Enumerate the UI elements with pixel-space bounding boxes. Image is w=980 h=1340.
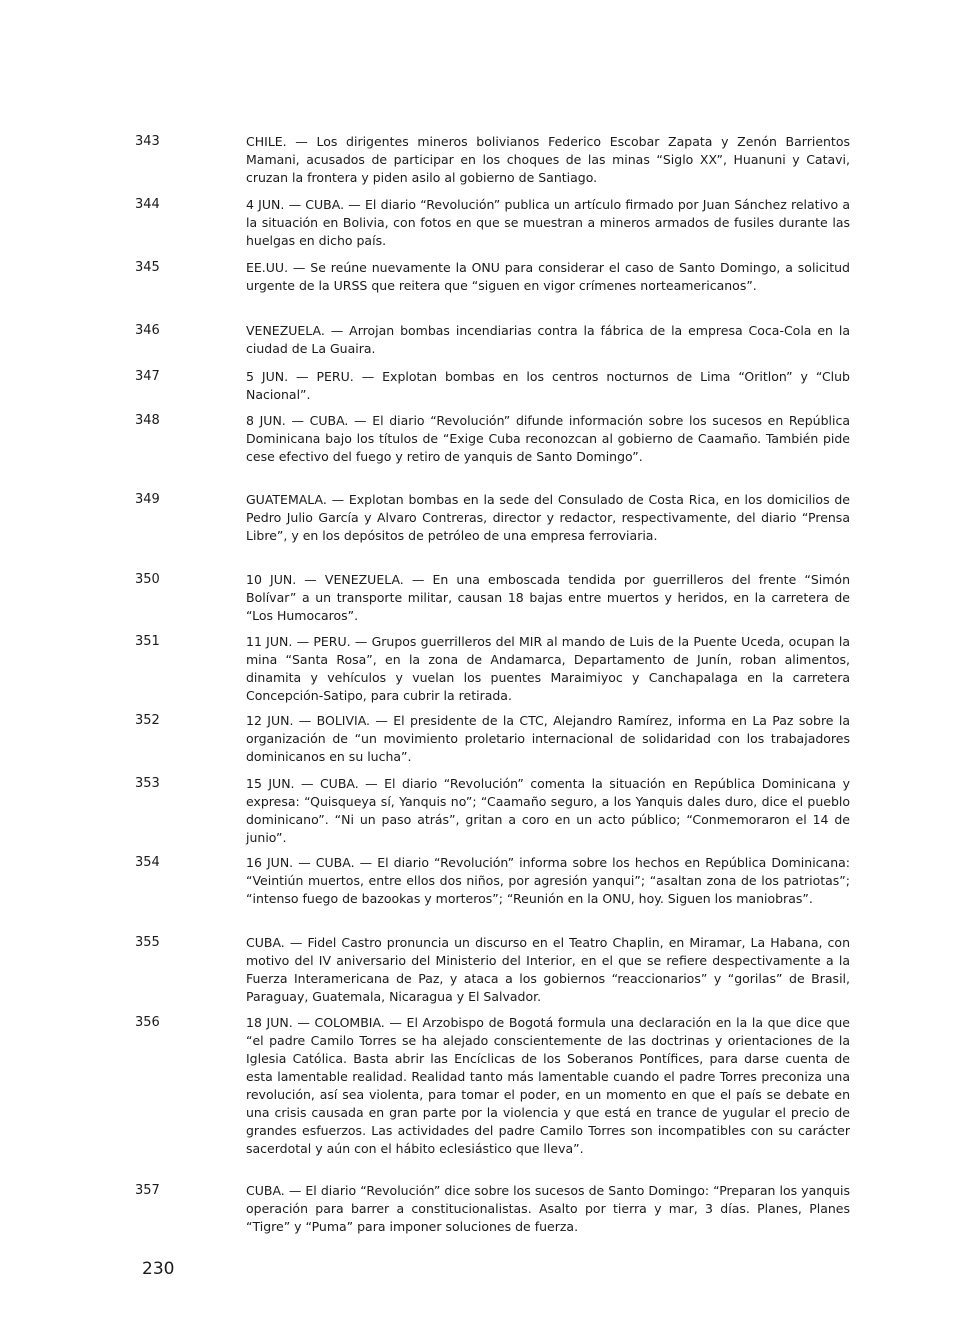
entry-text: 5 JUN. — PERU. — Explotan bombas en los centros nocturnos de Lima “Oritlon” y “Club Nacional”. [246, 369, 850, 402]
entry-text: VENEZUELA. — Arrojan bombas incendiarias contra la fábrica de la empresa Coca-Cola en la ciudad de La Guaira. [246, 323, 850, 356]
entry-text: EE.UU. — Se reúne nuevamente la ONU para considerar el caso de Santo Domingo, a solicitud urgente de la URSS que reitera que “siguen en vigor crímenes norteamericanos”. [246, 260, 850, 293]
entry-text: 15 JUN. — CUBA. — El diario “Revolución” comenta la situación en República Dominicana y expresa: “Quisqueya sí, Yanquis no”; “Caamaño seguro, a los Yanquis dales duro, dice el pueblo dominicano”. “Ni un paso atrás”, gritan a coro en un acto público; “Conmemoraron el 14 de junio”. [246, 776, 850, 845]
entry-number: 349 [135, 492, 160, 507]
entry-number: 356 [135, 1015, 160, 1030]
entry-number: 354 [135, 855, 160, 870]
entry-text: 12 JUN. — BOLIVIA. — El presidente de la CTC, Alejandro Ramírez, informa en La Paz sobre la organización de “un movimiento proletario internacional de solidaridad con los trabajadores dominicanos en su lucha”. [246, 713, 850, 764]
entry-number: 346 [135, 323, 160, 338]
entry-text: 18 JUN. — COLOMBIA. — El Arzobispo de Bogotá formula una declaración en la la que dice que “el padre Camilo Torres se ha alejado conscientemente de las doctrinas y orientaciones de la Iglesia Católica. Basta abrir las Encíclicas de los Soberanos Pontífices, para darse cuenta de esta lamentable realidad. Realidad tanto más lamentable cuando el padre Torres preconiza una revolución, así sea violenta, para tomar el poder, en un momento en que el país se debate en una crisis causada en gran parte por la violencia y que está en trance de yugular el precio de grandes esfuerzos. Las actividades del padre Camilo Torres son incompatibles con su carácter sacerdotal y aún con el hábito eclesiástico que lleva”. [246, 1015, 850, 1156]
entry-text: 10 JUN. — VENEZUELA. — En una emboscada tendida por guerrilleros del frente “Simón Bolívar” a un transporte militar, causan 18 bajas entre muertos y heridos, en la carretera de “Los Humocaros”. [246, 572, 850, 623]
entry-number: 353 [135, 776, 160, 791]
entry-number: 357 [135, 1183, 160, 1198]
entry-text: CHILE. — Los dirigentes mineros bolivianos Federico Escobar Zapata y Zenón Barrientos Mamani, acusados de participar en los choques de las minas “Siglo XX”, Huanuni y Catavi, cruzan la frontera y piden asilo al gobierno de Santiago. [246, 134, 850, 185]
entry-text: CUBA. — El diario “Revolución” dice sobre los sucesos de Santo Domingo: “Preparan los yanquis operación para barrer a constitucionalistas. Asalto por tierra y mar, 3 días. Planes, Planes “Tigre” y “Puma” para imponer soluciones de fuerza. [246, 1183, 850, 1234]
entry-number: 352 [135, 713, 160, 728]
entry-number: 345 [135, 260, 160, 275]
entry-number: 343 [135, 134, 160, 149]
entry-text: 8 JUN. — CUBA. — El diario “Revolución” difunde información sobre los sucesos en República Dominicana bajo los títulos de “Exige Cuba reconozcan al gobierno de Caamaño. También pide cese efectivo del fuego y retiro de yanquis de Santo Domingo”. [246, 413, 850, 464]
page-number: 230 [142, 1259, 175, 1279]
entry-number: 348 [135, 413, 160, 428]
entry-text: CUBA. — Fidel Castro pronuncia un discurso en el Teatro Chaplin, en Miramar, La Habana, con motivo del IV aniversario del Ministerio del Interior, en el que se refiere despectivamente a la Fuerza Interamericana de Paz, y ataca a los gobiernos “reaccionarios” y “gorilas” de Brasil, Paraguay, Guatemala, Nicaragua y El Salvador. [246, 935, 850, 1004]
entry-text: 11 JUN. — PERU. — Grupos guerrilleros del MIR al mando de Luis de la Puente Uceda, ocupan la mina “Santa Rosa”, en la zona de Andamarca, Departamento de Junín, roban alimentos, dinamita y vehículos y vuelan los puentes Maraimiyoc y Canchapalaga en la carretera Concepción-Satipo, para cubrir la retirada. [246, 634, 850, 703]
entry-number: 347 [135, 369, 160, 384]
entry-number: 351 [135, 634, 160, 649]
entry-text: 4 JUN. — CUBA. — El diario “Revolución” publica un artículo firmado por Juan Sánchez relativo a la situación en Bolivia, con fotos en que se muestran a mineros armados de fusiles durante las huelgas en dicho país. [246, 197, 850, 248]
entry-number: 344 [135, 197, 160, 212]
entry-number: 355 [135, 935, 160, 950]
entry-text: GUATEMALA. — Explotan bombas en la sede del Consulado de Costa Rica, en los domicilios de Pedro Julio García y Alvaro Contreras, director y redactor, respectivamente, del diario “Prensa Libre”, y en los depósitos de petróleo de una empresa ferroviaria. [246, 492, 850, 543]
entry-text: 16 JUN. — CUBA. — El diario “Revolución” informa sobre los hechos en República Dominicana: “Veintiún muertos, entre ellos dos niños, por agresión yanqui”; “asaltan zona de los patriotas”; “intenso fuego de bazookas y morteros”; “Reunión en la ONU, hoy. Siguen los maniobras”. [246, 855, 850, 906]
entry-number: 350 [135, 572, 160, 587]
